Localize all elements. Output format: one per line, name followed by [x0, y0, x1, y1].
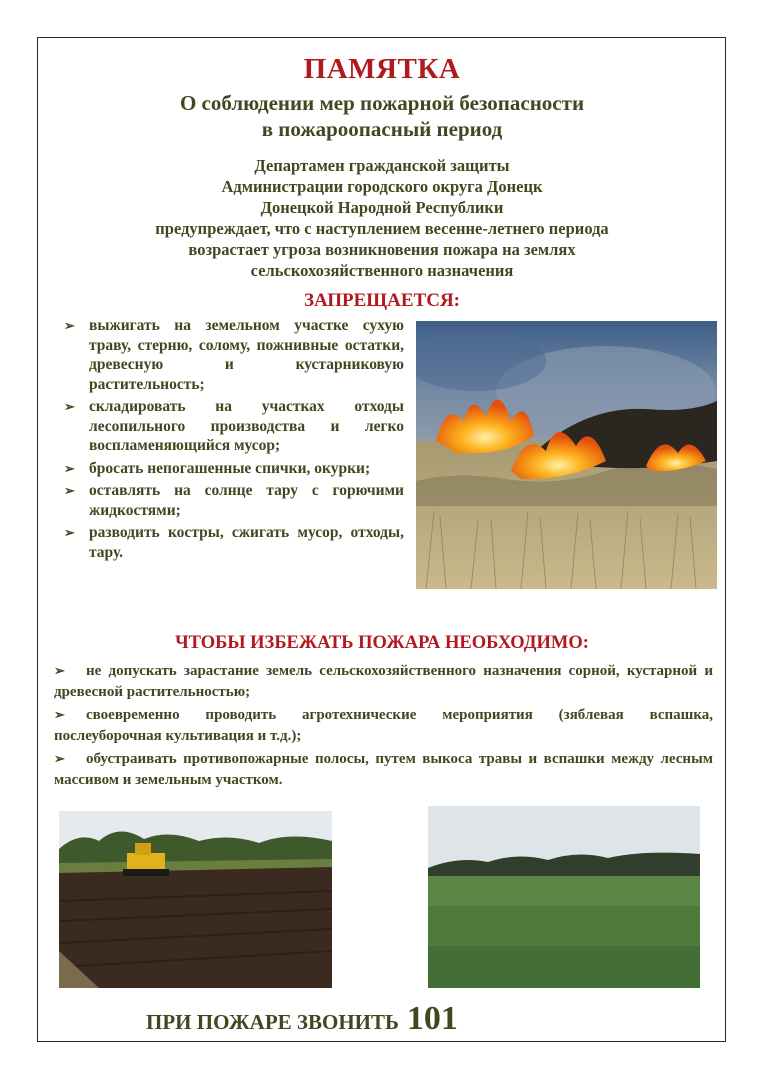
arrow-bullet-icon: ➢ [64, 525, 75, 540]
arrow-bullet-icon: ➢ [54, 663, 65, 678]
intro-line-3: Донецкой Народной Республики [260, 198, 504, 217]
forbidden-item-text: бросать непогашенные спички, окурки; [89, 459, 371, 477]
forbidden-item [64, 459, 404, 479]
prevention-heading: ЧТОБЫ ИЗБЕЖАТЬ ПОЖАРА НЕОБХОДИМО: [175, 633, 589, 653]
intro-line-6: сельскохозяйственного назначения [250, 261, 514, 280]
intro-line-2: Администрации городского округа Донецк [221, 177, 543, 196]
emergency-call-footer [146, 1000, 458, 1038]
forbidden-item [64, 523, 404, 562]
arrow-bullet-icon: ➢ [54, 707, 65, 722]
arrow-bullet-icon: ➢ [64, 399, 75, 414]
prevention-item-text: обустраивать противопожарные полосы, путем выкоса травы и вспашки между лесным массивом и земельным участком. [54, 751, 713, 788]
subtitle-line-2: в пожароопасный период [261, 117, 503, 141]
forbidden-list [64, 316, 404, 565]
arrow-bullet-icon: ➢ [64, 483, 75, 498]
page-title: ПАМЯТКА [303, 53, 461, 85]
prevention-list [54, 661, 713, 793]
forbidden-item [64, 316, 404, 394]
prevention-item [54, 749, 713, 790]
green-field-photo [428, 806, 700, 988]
arrow-bullet-icon: ➢ [54, 751, 65, 766]
emergency-number: 101 [406, 1000, 458, 1037]
emergency-call-text: ПРИ ПОЖАРЕ ЗВОНИТЬ [146, 1010, 399, 1034]
page-subtitle [0, 90, 764, 142]
forbidden-item [64, 481, 404, 520]
forbidden-heading: ЗАПРЕЩАЕТСЯ: [303, 290, 461, 311]
forbidden-item-text: выжигать на земельном участке сухую траву, стерню, солому, пожнивные остатки, древесную и кустарниковую растительность; [89, 317, 404, 393]
intro-line-5: возрастает угроза возникновения пожара на землях [188, 240, 576, 259]
plowing-bulldozer-photo [59, 811, 332, 988]
intro-line-4: предупреждает, что с наступлением весенне-летнего периода [155, 219, 609, 238]
subtitle-line-1: О соблюдении мер пожарной безопасности [179, 91, 585, 115]
arrow-bullet-icon: ➢ [64, 460, 75, 476]
arrow-bullet-icon: ➢ [64, 318, 75, 333]
forbidden-item-text: разводить костры, сжигать мусор, отходы, тару. [89, 524, 404, 561]
forbidden-item-text: оставлять на солнце тару с горючими жидкостями; [89, 482, 404, 519]
prevention-item-text: не допускать зарастание земель сельскохозяйственного назначения сорной, кустарной и древесной растительностью; [54, 663, 713, 700]
prevention-item [54, 661, 713, 702]
grass-fire-photo [416, 321, 717, 589]
prevention-item-text: своевременно проводить агротехнические мероприятия (зяблевая вспашка, послеуборочная культивация и т.д.); [54, 707, 713, 744]
prevention-item [54, 705, 713, 746]
forbidden-item-text: складировать на участках отходы лесопильного производства и легко воспламеняющийся мусор; [89, 398, 404, 454]
intro-line-1: Департамен гражданской защиты [254, 156, 510, 175]
intro-paragraph [70, 155, 694, 281]
forbidden-item [64, 397, 404, 456]
